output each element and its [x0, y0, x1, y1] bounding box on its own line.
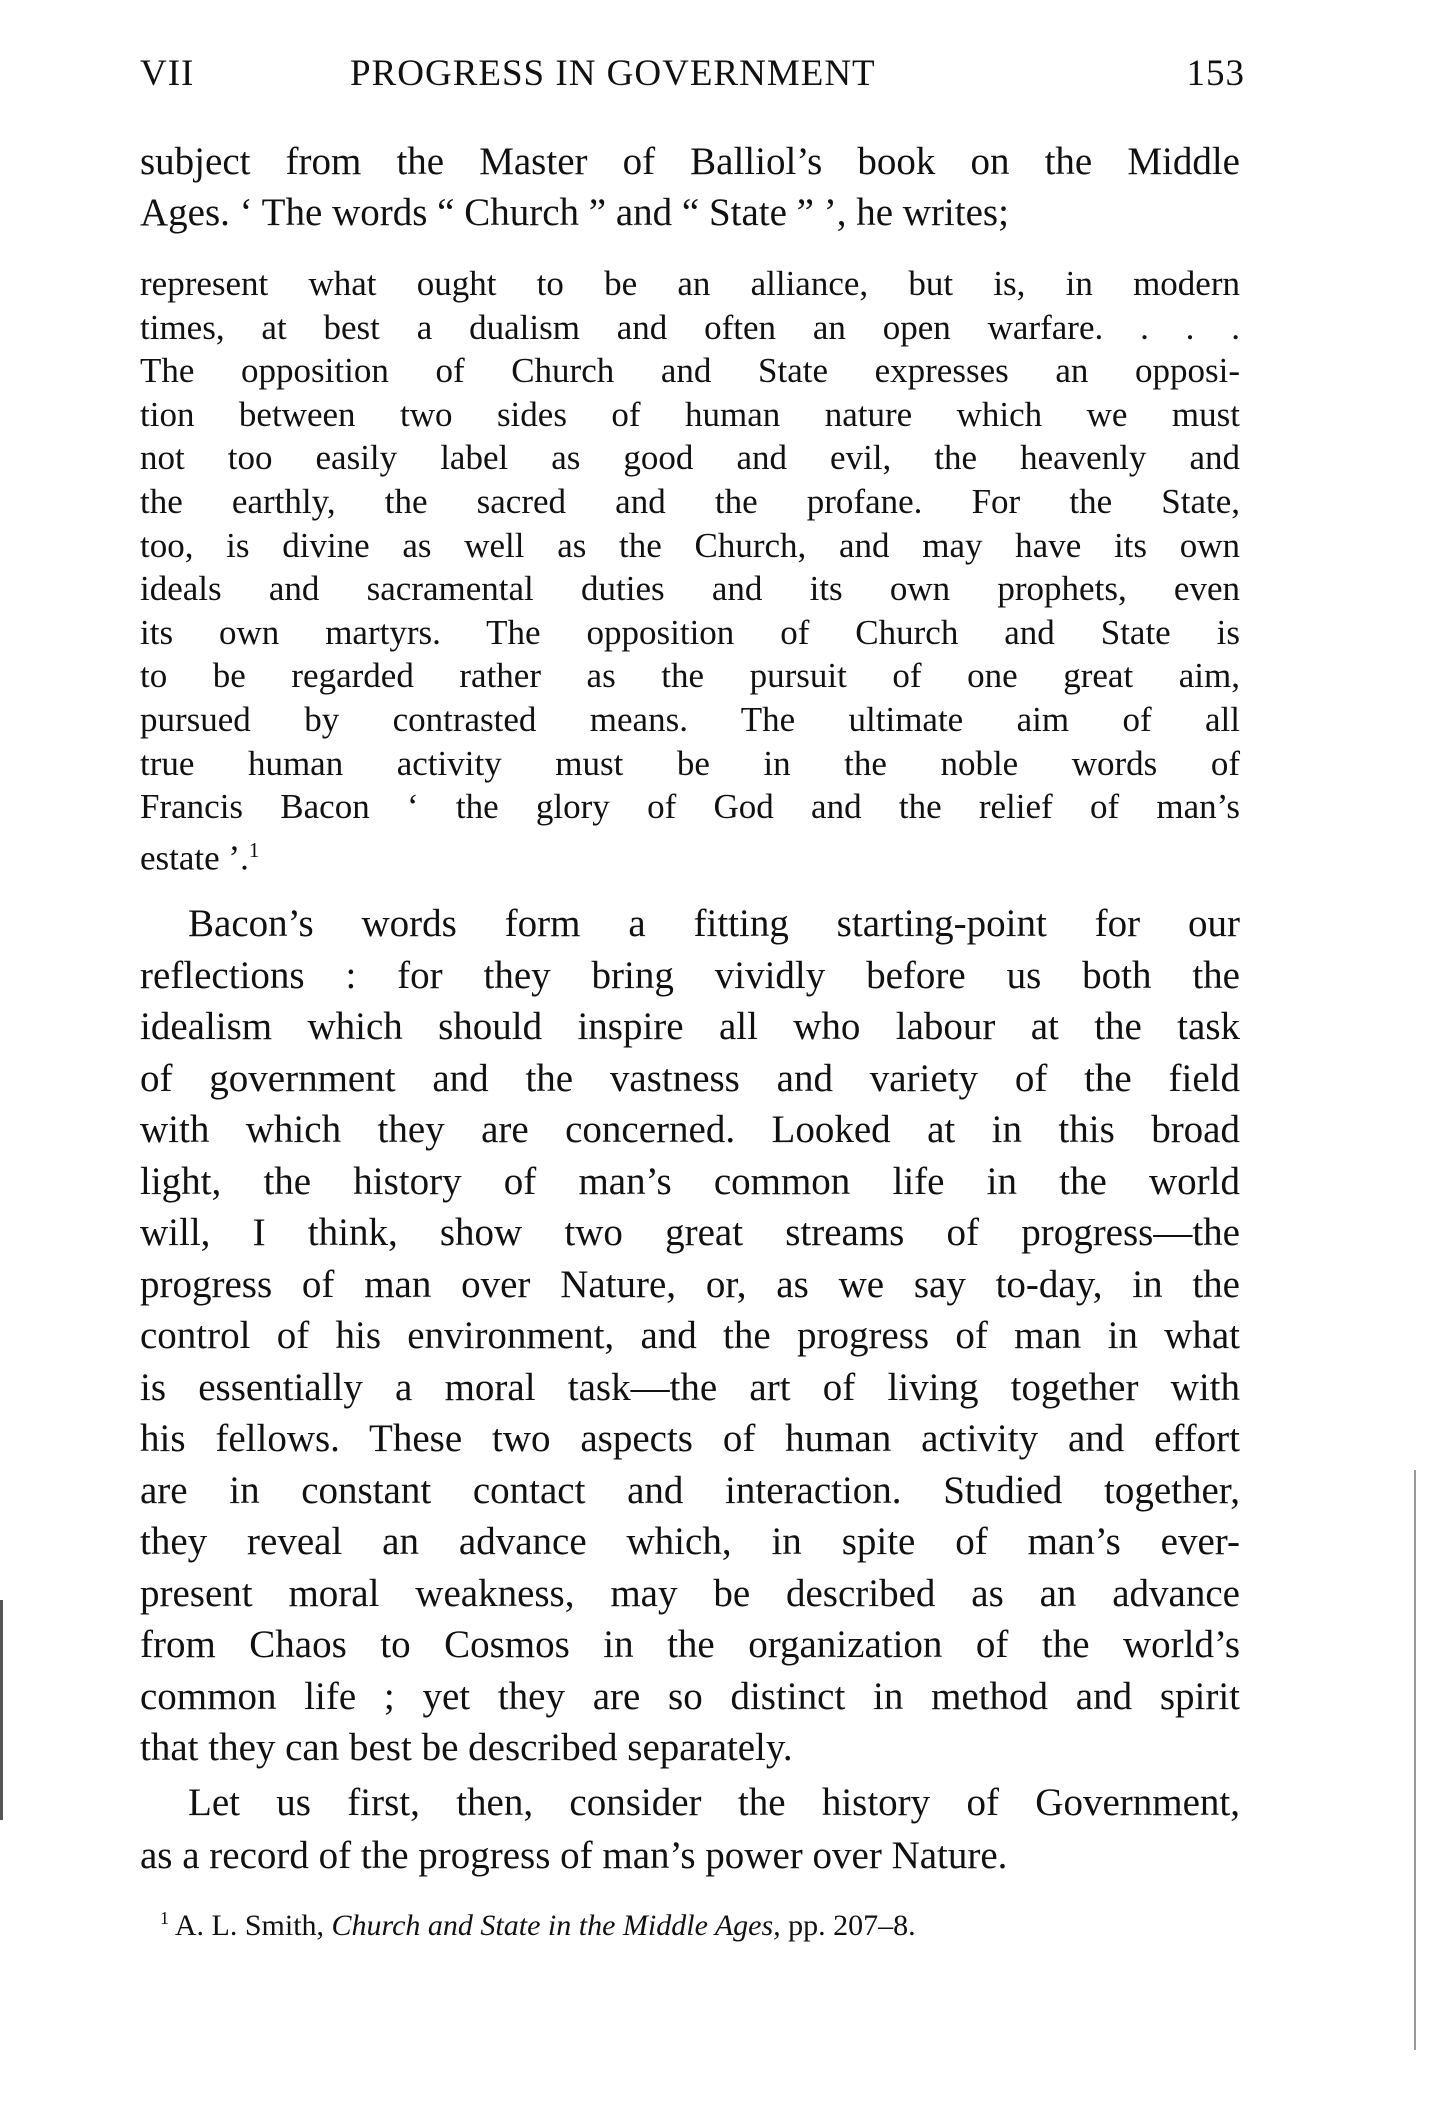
block-quotation — [140, 262, 1240, 880]
text-line: common life ; yet they are so distinct in method and spirit — [140, 1674, 1240, 1718]
footnote — [160, 1908, 916, 1943]
paragraph-conclusion — [140, 1776, 1240, 1882]
text-line: as a record of the progress of man’s power over Nature. — [140, 1834, 1008, 1877]
text-line: are in constant contact and interaction. Studied together, — [140, 1468, 1240, 1512]
running-header — [140, 52, 1245, 102]
text-line: Ages. ‘ The words “ Church ” and “ State ” ’, he writes; — [140, 191, 1009, 234]
text-line: Bacon’s words form a fitting starting-point for our — [188, 902, 1240, 945]
text-line: subject from the Master of Balliol’s book on the Middle — [140, 140, 1240, 183]
chapter-number: VII — [140, 53, 195, 94]
text-line: Francis Bacon ‘ the glory of God and the relief of man’s — [140, 787, 1240, 827]
text-line: idealism which should inspire all who labour at the task — [140, 1005, 1240, 1048]
text-line: too, is divine as well as the Church, and may have its own — [140, 525, 1240, 565]
text-line: that they can best be described separately. — [140, 1726, 793, 1769]
page-number: 153 — [1186, 53, 1245, 94]
text-line: times, at best a dualism and often an open warfare. . . . — [140, 307, 1240, 347]
text-line: with which they are concerned. Looked at in this broad — [140, 1108, 1240, 1151]
paragraph-bacon — [140, 898, 1240, 1774]
text-line: they reveal an advance which, in spite of man’s ever- — [140, 1520, 1240, 1563]
text-line: estate ’.$^1$ — [140, 837, 260, 878]
text-line: not too easily label as good and evil, the heavenly and — [140, 438, 1240, 478]
text-line: his fellows. These two aspects of human activity and effort — [140, 1417, 1240, 1460]
text-line: light, the history of man’s common life in the world — [140, 1159, 1240, 1203]
text-line: present moral weakness, may be described as an advance — [140, 1571, 1240, 1615]
text-line: true human activity must be in the noble words of — [140, 743, 1240, 783]
footnote-title: Church and State in the Middle Ages, — [331, 1909, 781, 1942]
text-line: of government and the vastness and variety of the field — [140, 1056, 1240, 1100]
footnote-author: A. L. Smith, — [174, 1909, 325, 1942]
text-line: Let us first, then, consider the history of Government, — [188, 1781, 1240, 1824]
footnote-pages: pp. 207–8. — [788, 1909, 916, 1942]
footnote-marker: 1 — [160, 1908, 169, 1928]
scan-edge-left — [0, 1600, 3, 1820]
text-line: pursued by contrasted means. The ultimate aim of all — [140, 699, 1240, 739]
scan-edge-right — [1414, 1470, 1416, 2050]
text-line: its own martyrs. The opposition of Church and State is — [140, 612, 1240, 652]
text-line: will, I think, show two great streams of progress—the — [140, 1211, 1240, 1254]
text-line: progress of man over Nature, or, as we say to-day, in the — [140, 1262, 1240, 1306]
text-line: The opposition of Church and State expresses an opposi- — [140, 351, 1240, 391]
text-line: control of his environment, and the progress of man in what — [140, 1314, 1240, 1357]
footnote-reference: 1 — [248, 837, 260, 862]
text-line: is essentially a moral task—the art of living together with — [140, 1365, 1240, 1409]
text-line: represent what ought to be an alliance, but is, in modern — [140, 264, 1240, 303]
text-line: reflections : for they bring vividly before us both the — [140, 953, 1240, 997]
text-line: to be regarded rather as the pursuit of one great aim, — [140, 656, 1240, 696]
text-line: from Chaos to Cosmos in the organization of the world’s — [140, 1623, 1240, 1666]
text-line: the earthly, the sacred and the profane. For the State, — [140, 481, 1240, 521]
running-title: PROGRESS IN GOVERNMENT — [350, 53, 876, 94]
text-line: ideals and sacramental duties and its own prophets, even — [140, 569, 1240, 609]
text-line: tion between two sides of human nature which we must — [140, 394, 1240, 434]
paragraph-intro — [140, 136, 1240, 238]
